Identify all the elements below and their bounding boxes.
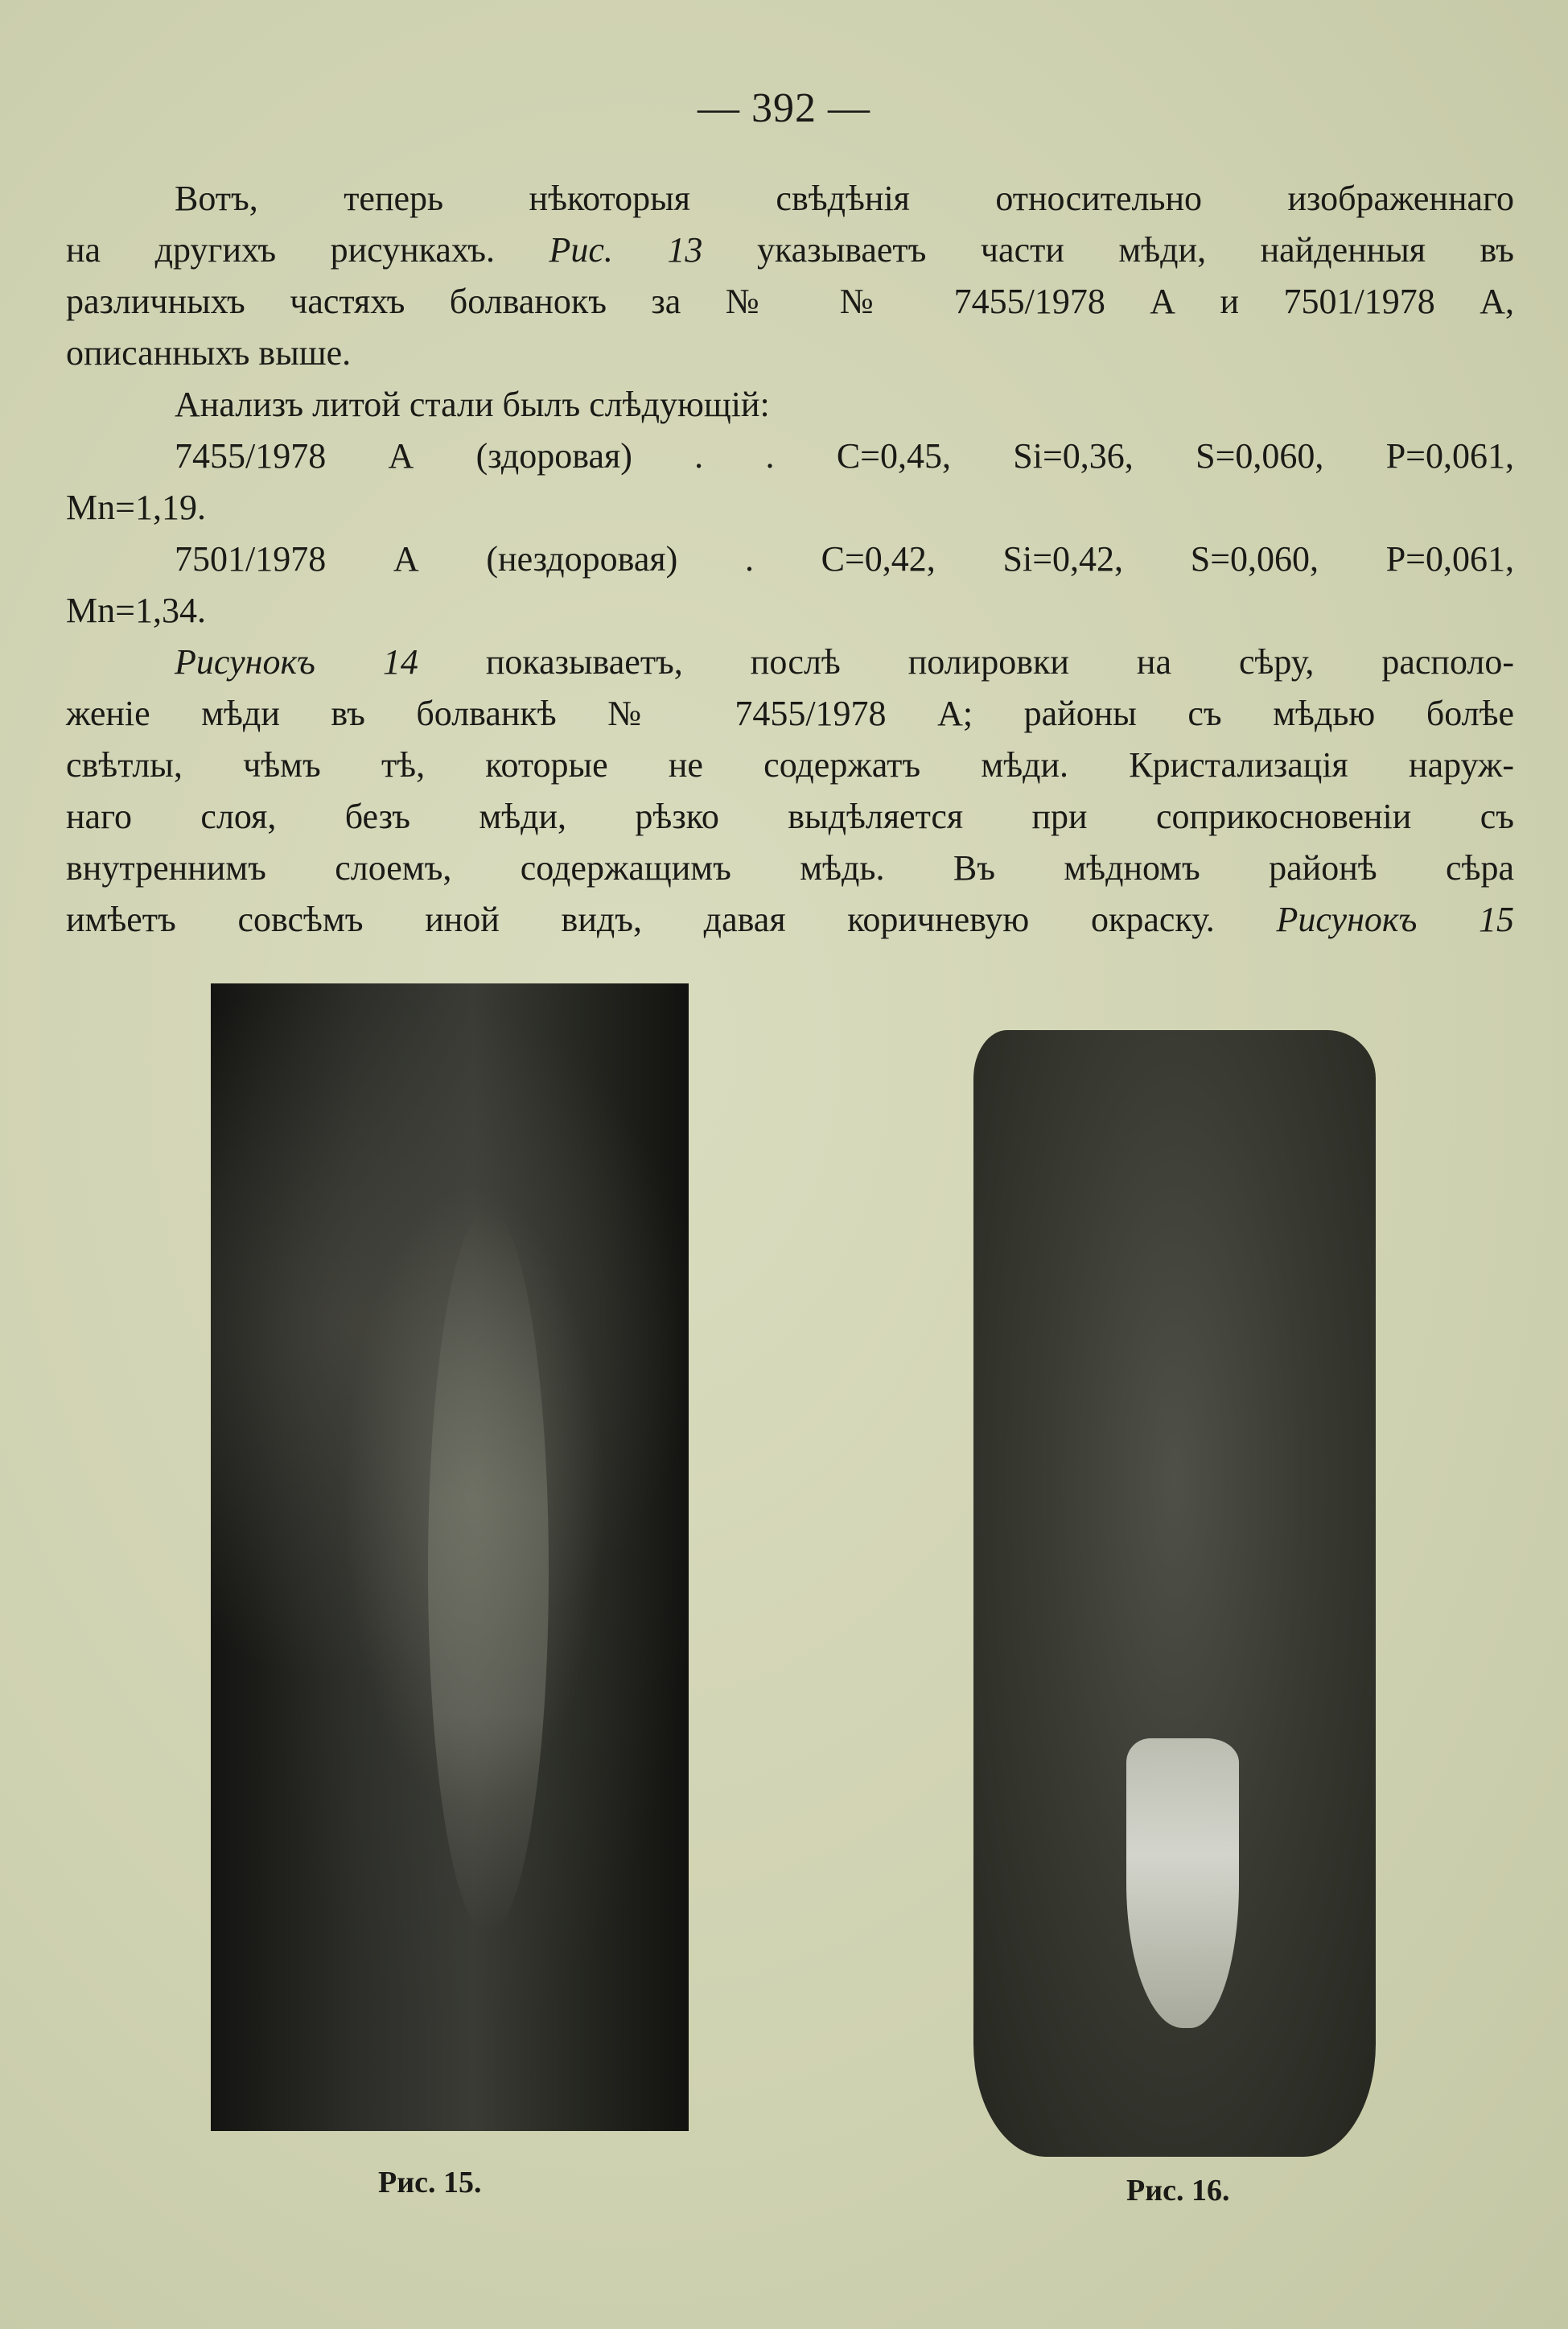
copper-region xyxy=(1126,1738,1239,2028)
text-run: показываетъ, послѣ полировки на сѣру, располо- xyxy=(418,642,1514,682)
analysis-line-2-cont: Mn=1,34. xyxy=(66,591,206,630)
analysis-line-1-cont: Mn=1,19. xyxy=(66,488,206,527)
body-text xyxy=(66,173,1514,946)
paragraph-3-line-1 xyxy=(66,637,1514,688)
figure-16-caption: Рис. 16. xyxy=(1126,2174,1230,2207)
paragraph-3-line-4: наго слоя, безъ мѣди, рѣзко выдѣляется при соприкосновеніи съ xyxy=(66,797,1514,836)
figure-reference: Рисунокъ 15 xyxy=(1276,900,1515,939)
page-number: — 392 — xyxy=(698,85,870,131)
text-run: на другихъ рисункахъ. xyxy=(66,230,549,270)
paragraph-1-line-2 xyxy=(66,225,1514,276)
text-run: имѣетъ совсѣмъ иной видъ, давая коричневую окраску. xyxy=(66,900,1277,939)
paragraph-3-line-5: внутреннимъ слоемъ, содержащимъ мѣдь. Въ мѣдномъ районѣ сѣра xyxy=(66,848,1514,888)
figure-reference: Рисунокъ 14 xyxy=(175,642,418,682)
paragraph-3-line-3: свѣтлы, чѣмъ тѣ, которые не содержатъ мѣди. Кристализація наруж- xyxy=(66,745,1514,785)
figure-reference: Рис. 13 xyxy=(549,230,703,270)
paragraph-1-line-1: Вотъ, теперь нѣкоторыя свѣдѣнія относительно изображеннаго xyxy=(175,179,1514,218)
figure-15-photo xyxy=(211,983,689,2131)
copper-streak xyxy=(428,1209,549,1933)
paragraph-1-line-3: различныхъ частяхъ болванокъ за № № 7455/1978 А и 7501/1978 А, xyxy=(66,282,1514,321)
analysis-line-1: 7455/1978 А (здоровая) . . С=0,45, Si=0,36, S=0,060, P=0,061, xyxy=(175,436,1514,476)
analysis-line-2: 7501/1978 А (нездоровая) . С=0,42, Si=0,42, S=0,060, P=0,061, xyxy=(175,539,1514,579)
paragraph-3-line-2: женіе мѣди въ болванкѣ № 7455/1978 А; районы съ мѣдью болѣе xyxy=(66,694,1514,733)
figure-15-caption: Рис. 15. xyxy=(378,2166,482,2199)
paragraph-2-line-1: Анализъ литой стали былъ слѣдующій: xyxy=(175,385,770,424)
paragraph-3-line-6 xyxy=(66,894,1514,946)
text-run: указываетъ части мѣди, найденныя въ xyxy=(702,230,1514,270)
figure-16-photo xyxy=(973,1030,1376,2157)
paragraph-1-line-4: описанныхъ выше. xyxy=(66,333,352,373)
